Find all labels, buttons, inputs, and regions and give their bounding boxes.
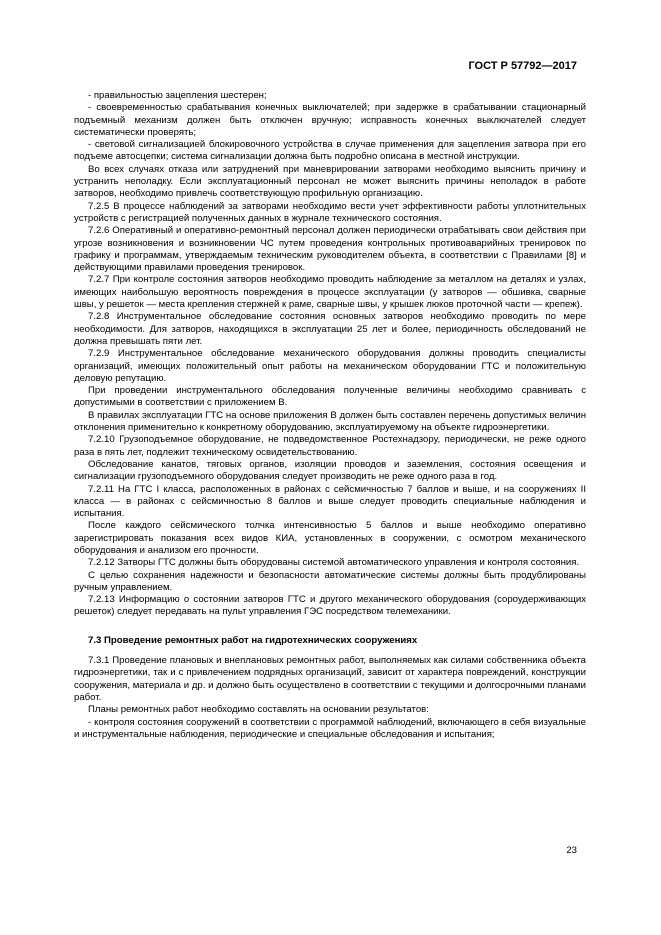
paragraph: 7.2.6 Оперативный и оперативно-ремонтный персонал должен периодически отрабатывать свои действия при угрозе возникновения и возникновении ЧС путем проведения контрольных противоаварийных тренировок по графику и программам, утверждаемым техническим руководителем объекта, в соответствии с Правилами [8] и действующими правилами проведения тренировок. <box>74 225 586 274</box>
paragraph: - правильностью зацепления шестерен; <box>88 90 267 101</box>
paragraph: Во всех случаях отказа или затруднений при маневрировании затворами необходимо выяснить причину и устранить неполадку. Если эксплуатационный персонал не может выяснить причины неполадок в работе затворов, необходимо привлечь соответствующую профильную организацию. <box>74 163 586 200</box>
paragraph: 7.3.1 Проведение плановых и внеплановых ремонтных работ, выполняемых как силами собственника объекта гидроэнергетики, так и с привлечением подрядных организаций, зависит от характера повреждений, конструкции сооружения, материала и др. и должно быть осуществлено в соответствии с текущими и долгосрочными планами работ. <box>74 655 586 703</box>
document-standard-id: ГОСТ Р 57792—2017 <box>468 60 577 72</box>
paragraph: Обследование канатов, тяговых органов, изоляции проводов и заземления, состояния освещения и сигнализации грузоподъемного оборудования следует производить не реже одного раза в год. <box>74 458 586 483</box>
paragraph: 7.2.10 Грузоподъемное оборудование, не подведомственное Ростехнадзору, периодически, не реже одного раза в пять лет, подлежит техническому освидетельствованию. <box>74 434 586 458</box>
document-body <box>74 90 586 741</box>
paragraph: После каждого сейсмического толчка интенсивностью 5 баллов и выше необходимо оперативно зарегистрировать показания всех видов КИА, установленных в сооружении, с осмотром механического оборудования и анализом его прочности. <box>74 520 586 556</box>
paragraph: С целью сохранения надежности и безопасности автоматические системы должны быть продублированы ручным управлением. <box>74 569 586 593</box>
page-number: 23 <box>566 845 577 856</box>
paragraph: - контроля состояния сооружений в соответствии с программой наблюдений, включающего в себя визуальные и инструментальные наблюдения, периодические и специальные обследования и испытания; <box>74 716 586 740</box>
paragraph: 7.2.13 Информацию о состоянии затворов ГТС и другого механического оборудования (сороудерживающих решеток) следует передавать на пульт управления ГЭС посредством телемеханики. <box>74 594 586 618</box>
paragraph: - световой сигнализацией блокировочного устройства в случае применения для зацепления затвора при его подъеме автосцепки; система сигнализации должна быть подробно описана в местной инструкции. <box>74 139 586 163</box>
paragraph: Планы ремонтных работ необходимо составлять на основании результатов: <box>88 704 429 716</box>
paragraph: 7.2.11 На ГТС I класса, расположенных в районах с сейсмичностью 7 баллов и выше, и на сооружениях II класса — в районах с сейсмичностью 8 баллов и выше следует проводить специальные наблюдения и испытания. <box>74 483 586 520</box>
paragraph: - своевременностью срабатывания конечных выключателей; при задержке в срабатывании стационарный подъемный механизм должен быть отключен вручную; исправность конечных выключателей следует систематически проверять; <box>74 102 586 138</box>
paragraph: 7.2.8 Инструментальное обследование состояния основных затворов необходимо проводить по мере необходимости. Для затворов, находящихся в эксплуатации 25 лет и более, периодичность обследований не должна превышать пяти лет. <box>74 311 586 347</box>
section-heading: 7.3 Проведение ремонтных работ на гидротехнических сооружениях <box>88 634 418 646</box>
paragraph: 7.2.7 При контроле состояния затворов необходимо проводить наблюдение за металлом на деталях и узлах, имеющих наибольшую вероятность повреждения в процессе эксплуатации (у затворов — обшивка, сварные швы, у решеток — места крепления стержней к раме, сварные швы, у крышек люков проточной части — крепеж). <box>74 274 586 311</box>
paragraph: 7.2.9 Инструментальное обследование механического оборудования должны проводить специалисты организаций, имеющих положительный опыт работы на механическом оборудовании ГТС и положительную деловую репутацию. <box>74 348 586 384</box>
paragraph: 7.2.5 В процессе наблюдений за затворами необходимо вести учет эффективности работы уплотнительных устройств с регистрацией полученных данных в журнале технического состояния. <box>74 200 586 224</box>
paragraph: При проведении инструментального обследования полученные величины необходимо сравнивать с допустимыми в соответствии с приложением В. <box>74 385 586 409</box>
paragraph: В правилах эксплуатации ГТС на основе приложения В должен быть составлен перечень допустимых величин отклонения применительно к конкретному оборудованию, эксплуатируемому на объекте гидроэнергетики. <box>74 409 586 434</box>
paragraph: 7.2.12 Затворы ГТС должны быть оборудованы системой автоматического управления и контроля состояния. <box>88 557 580 569</box>
